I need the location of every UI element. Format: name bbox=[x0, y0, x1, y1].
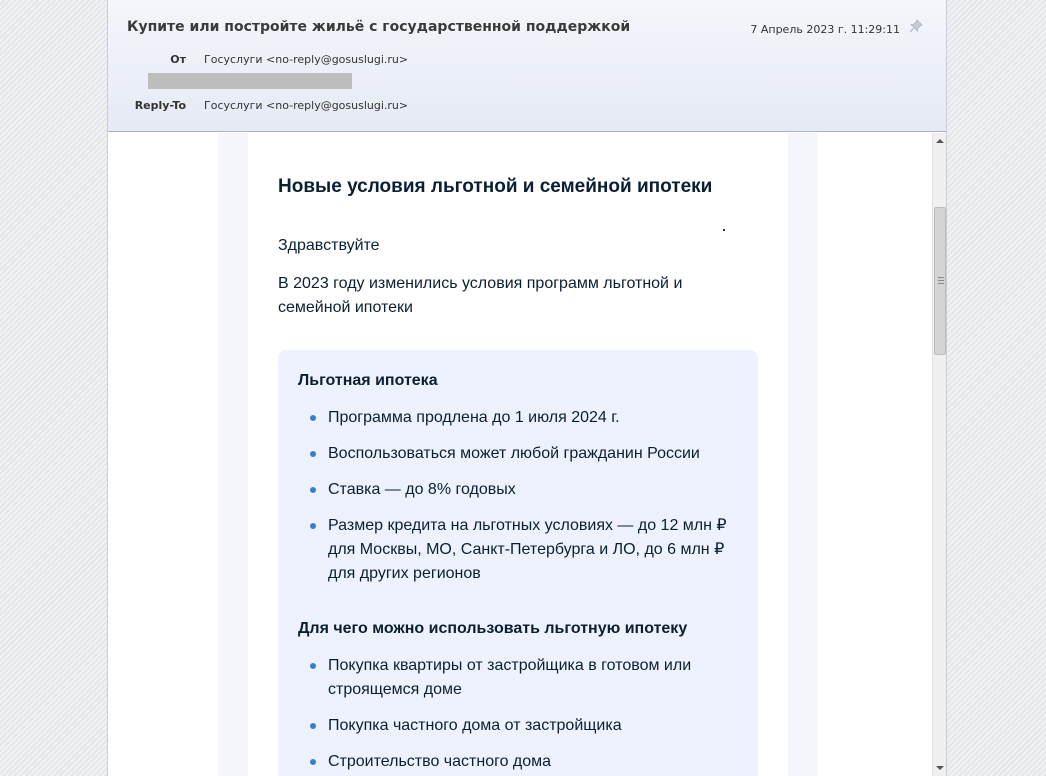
email-card bbox=[248, 133, 788, 776]
section-heading-usage: Для чего можно использовать льготную ипотеку bbox=[298, 620, 688, 637]
list-item: Воспользоваться может любой гражданин России bbox=[298, 442, 738, 466]
vertical-scrollbar[interactable] bbox=[932, 133, 947, 776]
bullet-icon bbox=[310, 487, 316, 493]
bullet-list-preferential bbox=[298, 406, 738, 598]
replyto-value[interactable]: Госуслуги <no-reply@gosuslugi.ru> bbox=[204, 99, 409, 112]
bullet-icon bbox=[310, 663, 316, 669]
bullet-icon bbox=[310, 415, 316, 421]
scrollbar-grip-icon bbox=[938, 277, 944, 285]
list-item: Покупка частного дома от застройщика bbox=[298, 714, 738, 738]
email-subject: Купите или постройте жильё с государственной поддержкой bbox=[127, 19, 631, 35]
section-heading-preferential-mortgage: Льготная ипотека bbox=[298, 372, 438, 389]
pin-icon[interactable] bbox=[908, 18, 924, 34]
scroll-down-arrow-icon[interactable] bbox=[936, 766, 944, 770]
email-intro: В 2023 году изменились условия программ льготной и семейной ипотеки bbox=[278, 275, 683, 316]
from-label: От bbox=[170, 53, 186, 66]
scroll-up-arrow-icon[interactable] bbox=[936, 139, 944, 143]
replyto-label: Reply-To bbox=[134, 99, 186, 112]
list-item: Покупка квартиры от застройщика в готовом или строящемся доме bbox=[298, 654, 738, 702]
email-date: 7 Апрель 2023 г. 11:29:11 bbox=[750, 23, 900, 36]
email-greeting: Здравствуйте bbox=[278, 237, 380, 254]
dot-mark bbox=[723, 229, 725, 231]
scrollbar-thumb[interactable] bbox=[934, 207, 946, 355]
bullet-icon bbox=[310, 451, 316, 457]
from-value[interactable]: Госуслуги <no-reply@gosuslugi.ru> bbox=[204, 53, 409, 66]
list-item: Программа продлена до 1 июля 2024 г. bbox=[298, 406, 738, 430]
list-item: Строительство частного дома bbox=[298, 750, 738, 774]
list-item: Ставка — до 8% годовых bbox=[298, 478, 738, 502]
email-header bbox=[108, 0, 946, 132]
email-body-viewport[interactable] bbox=[108, 133, 932, 776]
info-box bbox=[278, 350, 758, 776]
email-viewer-window bbox=[107, 0, 947, 776]
bullet-icon bbox=[310, 723, 316, 729]
bullet-list-usage bbox=[298, 654, 738, 776]
redacted-recipient bbox=[148, 73, 352, 89]
bullet-icon bbox=[310, 523, 316, 529]
email-title: Новые условия льготной и семейной ипотеки bbox=[278, 176, 713, 197]
bullet-icon bbox=[310, 759, 316, 765]
list-item: Размер кредита на льготных условиях — до 12 млн ₽ для Москвы, МО, Санкт-Петербурга и ЛО, до 6 млн ₽ для других регионов bbox=[298, 514, 738, 586]
